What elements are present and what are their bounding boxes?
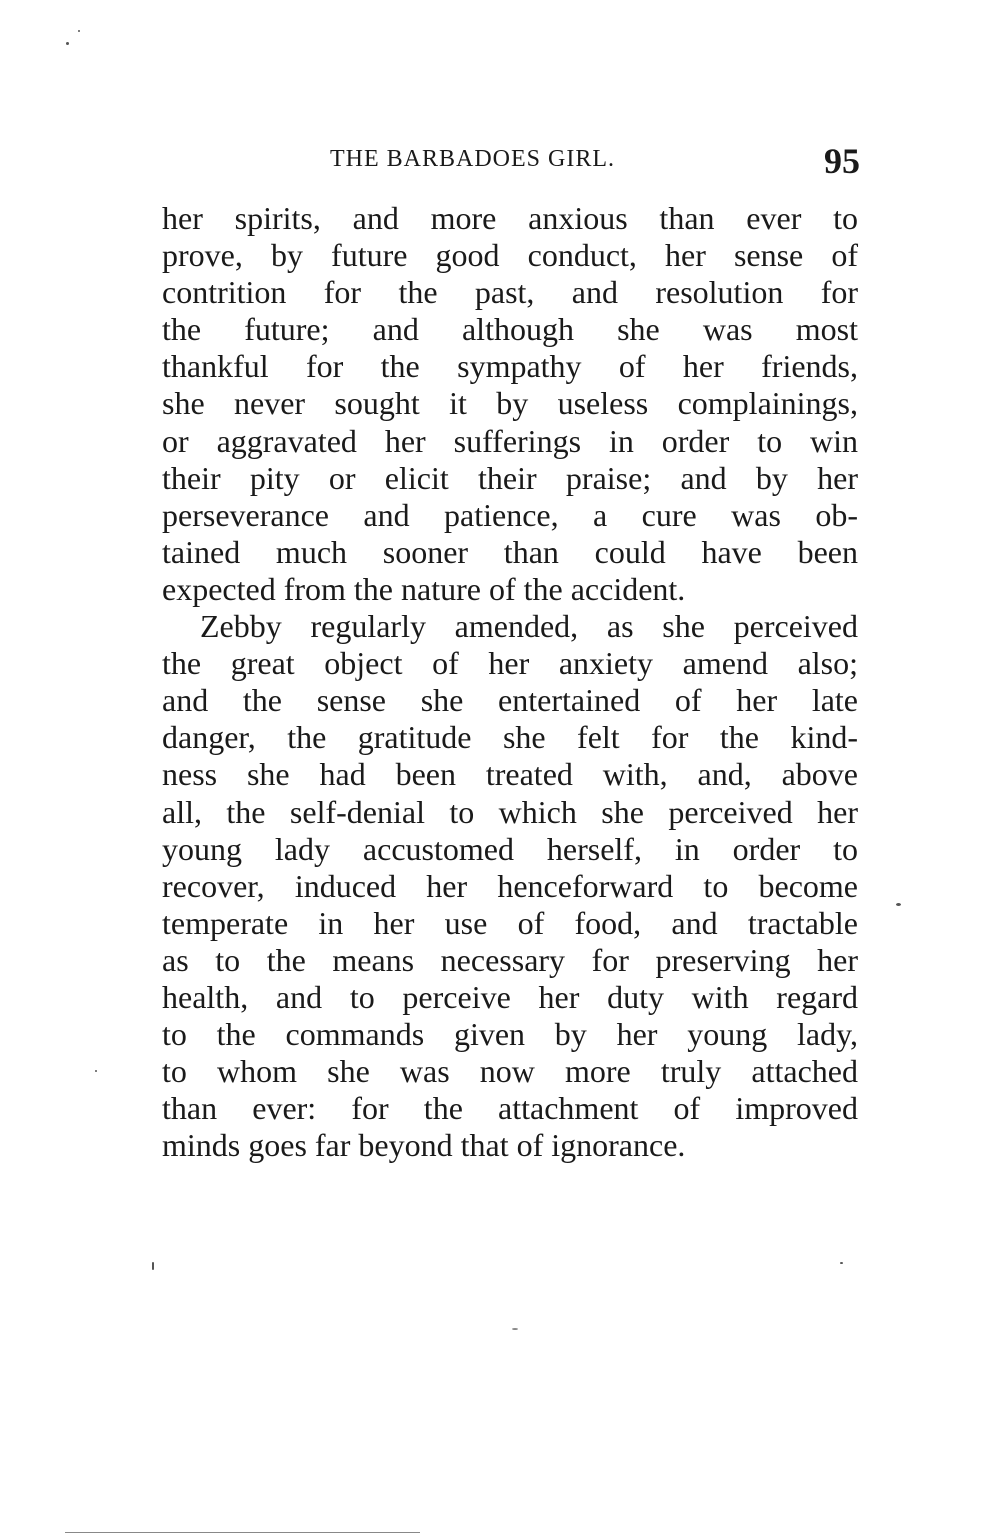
text-line: the great object of her anxiety amend also; <box>162 645 858 682</box>
scan-speck <box>840 1262 843 1264</box>
text-line: she never sought it by useless complainings, <box>162 385 858 422</box>
scan-speck <box>66 42 69 45</box>
running-title: THE BARBADOES GIRL. <box>330 146 616 172</box>
page-number: 95 <box>824 141 860 181</box>
text-line: ness she had been treated with, and, above <box>162 756 858 793</box>
text-line: Zebby regularly amended, as she perceived <box>200 608 858 645</box>
scan-speck <box>78 30 80 32</box>
text-line: her spirits, and more anxious than ever to <box>162 200 858 236</box>
text-line: or aggravated her sufferings in order to win <box>162 422 858 459</box>
running-head <box>160 140 860 180</box>
text-line: and the sense she entertained of her late <box>162 682 858 719</box>
body-text <box>162 200 858 1164</box>
scan-speck <box>896 903 901 906</box>
text-line: the future; and although she was most <box>162 311 858 348</box>
text-line: temperate in her use of food, and tractable <box>162 904 858 941</box>
text-line: to whom she was now more truly attached <box>162 1053 858 1090</box>
text-line: danger, the gratitude she felt for the kind- <box>162 719 858 756</box>
text-line: their pity or elicit their praise; and by her <box>162 459 858 496</box>
scan-speck <box>95 1070 97 1072</box>
text-line: minds goes far beyond that of ignorance. <box>162 1127 686 1164</box>
text-line: health, and to perceive her duty with regard <box>162 978 858 1015</box>
bottom-edge-rule <box>65 1532 420 1533</box>
text-line: recover, induced her henceforward to become <box>162 867 858 904</box>
text-line: as to the means necessary for preserving her <box>162 941 858 978</box>
text-line: young lady accustomed herself, in order to <box>162 830 858 867</box>
scan-speck <box>152 1262 154 1270</box>
text-line: thankful for the sympathy of her friends, <box>162 348 858 385</box>
text-line: all, the self-denial to which she perceived her <box>162 793 858 830</box>
text-line: expected from the nature of the accident. <box>162 570 686 607</box>
text-line: prove, by future good conduct, her sense of <box>162 237 858 274</box>
text-line: than ever: for the attachment of improved <box>162 1090 858 1127</box>
text-line: contrition for the past, and resolution for <box>162 274 858 311</box>
text-line: tained much sooner than could have been <box>162 533 858 570</box>
text-line: to the commands given by her young lady, <box>162 1016 858 1053</box>
scan-speck <box>512 1328 518 1330</box>
text-line: perseverance and patience, a cure was ob- <box>162 496 858 533</box>
